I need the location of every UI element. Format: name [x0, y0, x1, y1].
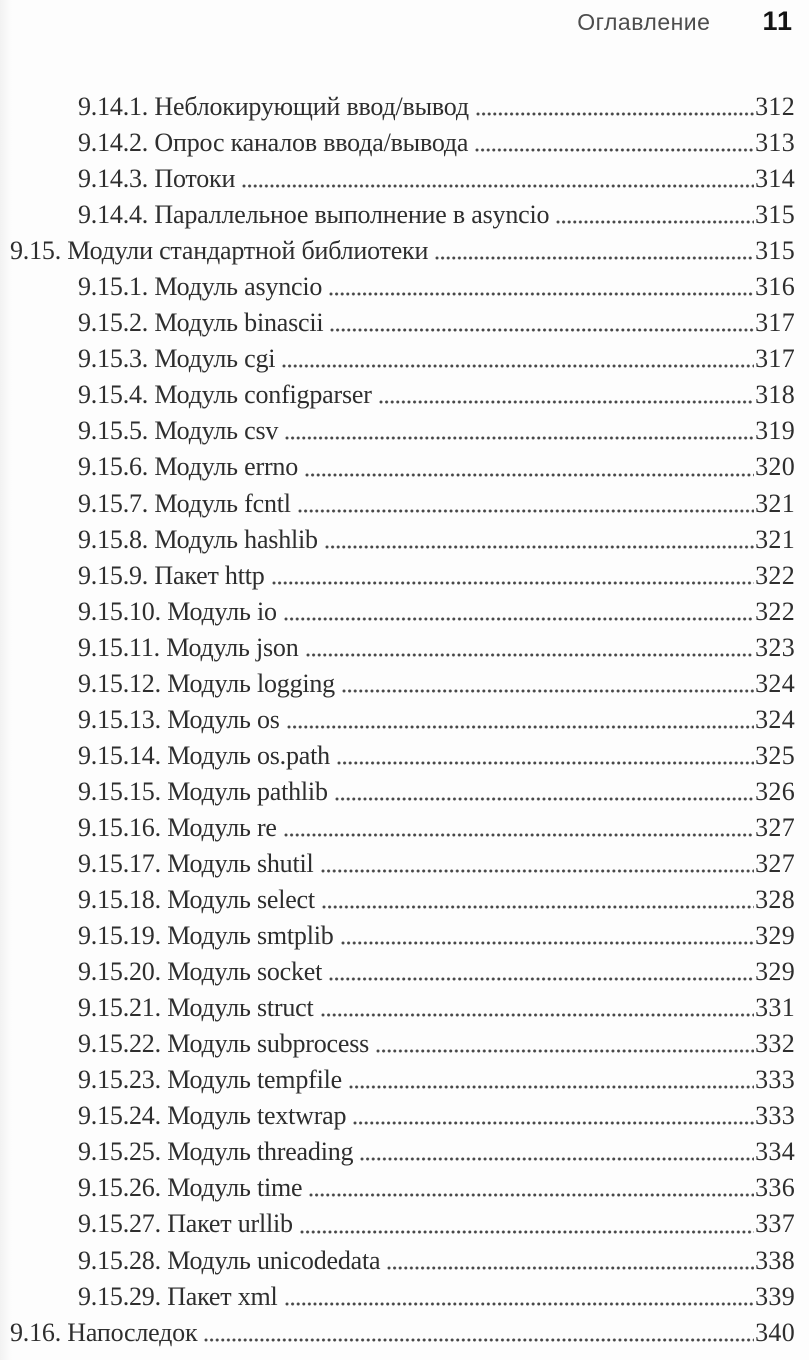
dotted-leader	[284, 617, 754, 621]
toc-entry-label: 9.14.4. Параллельное выполнение в asyncio	[78, 200, 550, 230]
toc-entry-page: 338	[755, 1245, 795, 1275]
toc-entry-page: 315	[755, 236, 795, 266]
dotted-leader	[475, 148, 754, 152]
toc-entry-label: 9.14.3. Потоки	[78, 164, 236, 194]
toc-entry-page: 317	[755, 308, 795, 338]
toc-entry-label: 9.15.16. Модуль re	[78, 812, 277, 842]
page-number: 11	[762, 6, 793, 36]
toc-entry	[10, 161, 795, 197]
toc-entry-page: 331	[755, 993, 795, 1023]
toc-entry	[10, 1026, 795, 1062]
toc-entry	[10, 810, 795, 846]
toc-entry	[10, 918, 795, 954]
toc-entry	[10, 197, 795, 233]
toc-entry-label: 9.15.15. Модуль pathlib	[78, 776, 328, 806]
toc-entry	[10, 666, 795, 702]
toc-entry-label: 9.15.24. Модуль textwrap	[78, 1101, 347, 1131]
toc-entry-label: 9.15.26. Модуль time	[78, 1173, 303, 1203]
toc-entry	[10, 305, 795, 341]
toc-entry-page: 316	[755, 272, 795, 302]
dotted-leader	[329, 977, 754, 981]
toc-entry	[10, 702, 795, 738]
dotted-leader	[242, 184, 754, 188]
toc-entry-page: 317	[755, 344, 795, 374]
toc-entry-label: 9.15. Модули стандартной библиотеки	[10, 236, 429, 266]
toc-entry	[10, 341, 795, 377]
dotted-leader	[335, 797, 754, 801]
toc-entry-page: 323	[755, 632, 795, 662]
toc-entry-page: 328	[755, 885, 795, 915]
dotted-leader	[376, 1049, 754, 1053]
toc-entry-page: 337	[755, 1209, 795, 1239]
toc-entry-label: 9.15.2. Модуль binascii	[78, 308, 324, 338]
toc-entry-label: 9.15.14. Модуль os.path	[78, 740, 330, 770]
toc-entry	[10, 846, 795, 882]
toc-entry-page: 325	[755, 740, 795, 770]
toc-entry-label: 9.15.25. Модуль threading	[78, 1137, 354, 1167]
toc-entry-page: 336	[755, 1173, 795, 1203]
toc-entry	[10, 1062, 795, 1098]
toc-entry-page: 333	[755, 1065, 795, 1095]
dotted-leader	[435, 256, 754, 260]
toc-entry-label: 9.15.12. Модуль logging	[78, 668, 335, 698]
toc-entry-label: 9.15.1. Модуль asyncio	[78, 272, 323, 302]
toc-entry-page: 321	[755, 488, 795, 518]
dotted-leader	[330, 328, 754, 332]
toc-list	[10, 89, 795, 1351]
toc-entry	[10, 1315, 795, 1351]
toc-entry	[10, 89, 795, 125]
toc-entry-label: 9.15.3. Модуль cgi	[78, 344, 276, 374]
dotted-leader	[476, 112, 754, 116]
toc-entry	[10, 954, 795, 990]
toc-entry-label: 9.14.2. Опрос каналов ввода/вывода	[78, 128, 469, 158]
dotted-leader	[360, 1157, 754, 1161]
toc-entry-page: 329	[755, 921, 795, 951]
dotted-leader	[284, 833, 754, 837]
toc-entry-label: 9.15.23. Модуль tempfile	[78, 1065, 342, 1095]
toc-entry-label: 9.15.13. Модуль os	[78, 704, 280, 734]
toc-entry-page: 322	[755, 560, 795, 590]
dotted-leader	[285, 1302, 755, 1306]
toc-entry	[10, 594, 795, 630]
toc-entry-page: 322	[755, 596, 795, 626]
dotted-leader	[204, 1338, 754, 1342]
toc-entry	[10, 774, 795, 810]
toc-entry-page: 327	[755, 848, 795, 878]
dotted-leader	[387, 1266, 754, 1270]
toc-entry-page: 320	[755, 452, 795, 482]
toc-entry-label: 9.15.28. Модуль unicodedata	[78, 1245, 381, 1275]
dotted-leader	[556, 220, 754, 224]
toc-entry-page: 315	[755, 200, 795, 230]
toc-entry	[10, 738, 795, 774]
toc-entry-page: 318	[755, 380, 795, 410]
toc-entry-label: 9.15.6. Модуль errno	[78, 452, 298, 482]
toc-entry-page: 313	[755, 128, 795, 158]
toc-entry-page: 321	[755, 524, 795, 554]
toc-entry-label: 9.15.21. Модуль struct	[78, 993, 314, 1023]
toc-entry-page: 333	[755, 1101, 795, 1131]
dotted-leader	[321, 1013, 755, 1017]
toc-entry-page: 314	[755, 164, 795, 194]
page-header	[0, 6, 793, 37]
toc-entry	[10, 1243, 795, 1279]
dotted-leader	[353, 1121, 754, 1125]
toc-entry-label: 9.16. Напоследок	[10, 1317, 198, 1347]
dotted-leader	[285, 436, 754, 440]
toc-entry	[10, 449, 795, 485]
toc-entry	[10, 233, 795, 269]
dotted-leader	[305, 473, 754, 477]
toc-entry	[10, 377, 795, 413]
toc-entry	[10, 558, 795, 594]
toc-entry-label: 9.15.29. Пакет xml	[78, 1281, 278, 1311]
dotted-leader	[329, 292, 754, 296]
toc-entry	[10, 125, 795, 161]
dotted-leader	[341, 941, 755, 945]
toc-entry-label: 9.15.22. Модуль subprocess	[78, 1029, 370, 1059]
toc-entry-label: 9.15.20. Модуль socket	[78, 957, 323, 987]
toc-entry-label: 9.15.11. Модуль json	[78, 632, 299, 662]
toc-entry-label: 9.15.5. Модуль csv	[78, 416, 279, 446]
dotted-leader	[298, 509, 754, 513]
toc-entry	[10, 882, 795, 918]
toc-entry-label: 9.14.1. Неблокирующий ввод/вывод	[78, 92, 469, 121]
toc-entry-label: 9.15.4. Модуль configparser	[78, 380, 372, 410]
dotted-leader	[342, 689, 754, 693]
toc-entry-page: 326	[755, 776, 795, 806]
dotted-leader	[349, 1085, 754, 1089]
toc-entry-label: 9.15.27. Пакет urllib	[78, 1209, 293, 1239]
dotted-leader	[322, 905, 754, 909]
toc-entry	[10, 990, 795, 1026]
toc-entry-page: 340	[755, 1317, 795, 1347]
dotted-leader	[325, 545, 754, 549]
toc-entry-page: 332	[755, 1029, 795, 1059]
toc-entry-page: 334	[755, 1137, 795, 1167]
toc-entry-label: 9.15.7. Модуль fcntl	[78, 488, 291, 518]
toc-entry	[10, 1098, 795, 1134]
toc-entry-label: 9.15.10. Модуль io	[78, 596, 277, 626]
toc-entry-label: 9.15.19. Модуль smtplib	[78, 921, 334, 951]
toc-entry-page: 312	[755, 92, 795, 121]
toc-entry	[10, 413, 795, 449]
dotted-leader	[321, 869, 755, 873]
dotted-leader	[272, 581, 755, 585]
toc-entry	[10, 486, 795, 522]
toc-entry-label: 9.15.9. Пакет http	[78, 560, 265, 590]
toc-entry-page: 339	[755, 1281, 795, 1311]
dotted-leader	[306, 653, 755, 657]
toc-entry	[10, 630, 795, 666]
toc-entry-page: 327	[755, 812, 795, 842]
toc-entry-page: 329	[755, 957, 795, 987]
dotted-leader	[379, 400, 754, 404]
toc-entry-label: 9.15.18. Модуль select	[78, 885, 315, 915]
dotted-leader	[337, 761, 754, 765]
toc-entry	[10, 1206, 795, 1242]
toc-entry	[10, 1134, 795, 1170]
dotted-leader	[309, 1193, 754, 1197]
toc-entry-page: 324	[755, 704, 795, 734]
toc-entry	[10, 522, 795, 558]
toc-entry-page: 324	[755, 668, 795, 698]
toc-entry	[10, 269, 795, 305]
toc-entry-label: 9.15.17. Модуль shutil	[78, 848, 314, 878]
toc-entry-page: 319	[755, 416, 795, 446]
toc-entry	[10, 1279, 795, 1315]
dotted-leader	[287, 725, 754, 729]
dotted-leader	[300, 1230, 754, 1234]
toc-entry-label: 9.15.8. Модуль hashlib	[78, 524, 318, 554]
dotted-leader	[282, 364, 754, 368]
toc-entry	[10, 1170, 795, 1206]
running-title: Оглавление	[577, 9, 711, 35]
